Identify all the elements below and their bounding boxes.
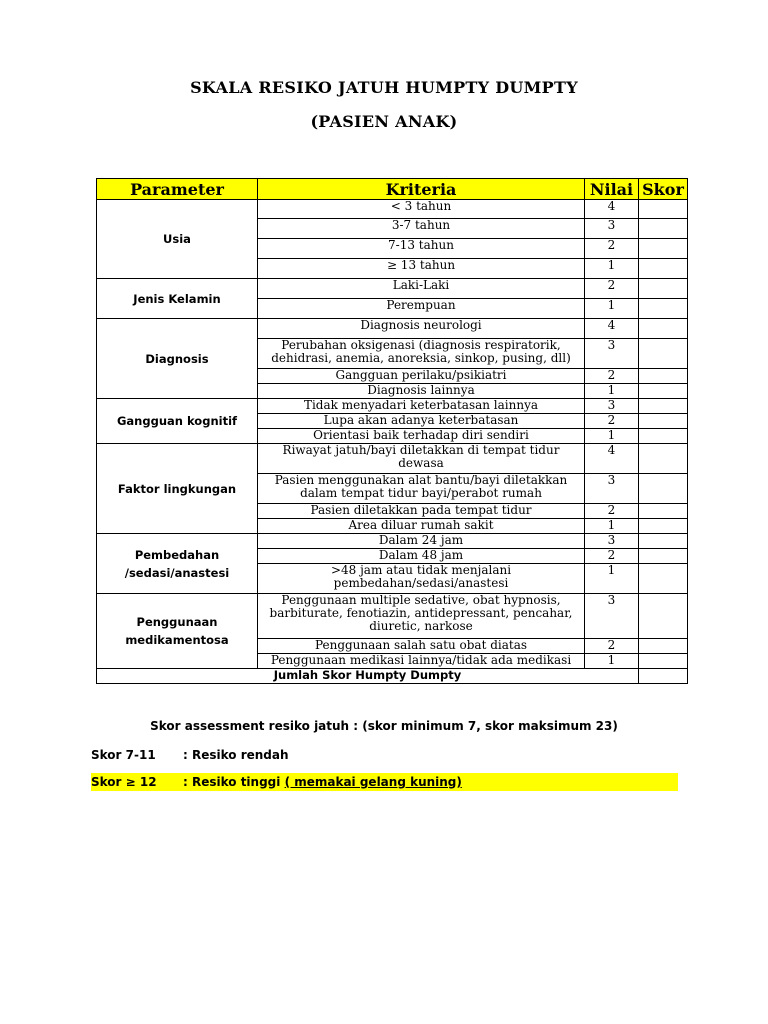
total-label: Jumlah Skor Humpty Dumpty xyxy=(97,669,639,684)
skor-input-cell[interactable] xyxy=(639,444,688,474)
kriteria-cell: Lupa akan adanya keterbatasan xyxy=(258,414,585,429)
table-body xyxy=(97,200,688,684)
nilai-cell: 1 xyxy=(585,564,639,594)
total-row xyxy=(97,669,688,684)
skor-input-cell[interactable] xyxy=(639,384,688,399)
kriteria-cell: Dalam 48 jam xyxy=(258,549,585,564)
skor-input-cell[interactable] xyxy=(639,259,688,279)
kriteria-cell: Tidak menyadari keterbatasan lainnya xyxy=(258,399,585,414)
skor-input-cell[interactable] xyxy=(639,200,688,219)
header-nilai: Nilai xyxy=(585,179,639,200)
kriteria-cell: Perubahan oksigenasi (diagnosis respiratorik, dehidrasi, anemia, anoreksia, sinkop, pusing, dll) xyxy=(258,339,585,369)
table-row xyxy=(97,200,688,219)
kriteria-cell: ≥ 13 tahun xyxy=(258,259,585,279)
skor-input-cell[interactable] xyxy=(639,549,688,564)
kriteria-cell: >48 jam atau tidak menjalani pembedahan/sedasi/anastesi xyxy=(258,564,585,594)
skor-input-cell[interactable] xyxy=(639,429,688,444)
parameter-cell: Faktor lingkungan xyxy=(97,444,258,534)
nilai-cell: 1 xyxy=(585,654,639,669)
nilai-cell: 4 xyxy=(585,444,639,474)
header-kriteria: Kriteria xyxy=(258,179,585,200)
skor-input-cell[interactable] xyxy=(639,474,688,504)
kriteria-cell: Pasien diletakkan pada tempat tidur xyxy=(258,504,585,519)
nilai-cell: 2 xyxy=(585,549,639,564)
header-skor: Skor xyxy=(639,179,688,200)
kriteria-cell: Penggunaan salah satu obat diatas xyxy=(258,639,585,654)
nilai-cell: 3 xyxy=(585,474,639,504)
skor-input-cell[interactable] xyxy=(639,564,688,594)
header-parameter: Parameter xyxy=(97,179,258,200)
parameter-cell: Gangguan kognitif xyxy=(97,399,258,444)
nilai-cell: 2 xyxy=(585,639,639,654)
skor-input-cell[interactable] xyxy=(639,654,688,669)
table-header-row xyxy=(97,179,688,200)
nilai-cell: 1 xyxy=(585,519,639,534)
nilai-cell: 1 xyxy=(585,429,639,444)
nilai-cell: 1 xyxy=(585,384,639,399)
kriteria-cell: Dalam 24 jam xyxy=(258,534,585,549)
nilai-cell: 3 xyxy=(585,399,639,414)
kriteria-cell: Penggunaan multiple sedative, obat hypnosis, barbiturate, fenotiazin, antidepressant, pencahar, diuretic, narkose xyxy=(258,594,585,639)
table-row xyxy=(97,594,688,639)
kriteria-cell: Laki-Laki xyxy=(258,279,585,299)
skor-input-cell[interactable] xyxy=(639,399,688,414)
skor-input-cell[interactable] xyxy=(639,594,688,639)
nilai-cell: 2 xyxy=(585,504,639,519)
table-row xyxy=(97,534,688,549)
score-note: Skor assessment resiko jatuh : (skor minimum 7, skor maksimum 23) xyxy=(150,719,618,733)
skor-input-cell[interactable] xyxy=(639,504,688,519)
legend-high-note: ( memakai gelang kuning) xyxy=(284,775,462,789)
table-row xyxy=(97,444,688,474)
parameter-cell: Jenis Kelamin xyxy=(97,279,258,319)
kriteria-cell: Riwayat jatuh/bayi diletakkan di tempat tidur dewasa xyxy=(258,444,585,474)
document-subtitle: (PASIEN ANAK) xyxy=(310,112,458,131)
nilai-cell: 2 xyxy=(585,279,639,299)
nilai-cell: 3 xyxy=(585,339,639,369)
kriteria-cell: Perempuan xyxy=(258,299,585,319)
legend-high-value: : Resiko tinggi xyxy=(183,775,285,789)
nilai-cell: 2 xyxy=(585,369,639,384)
skor-input-cell[interactable] xyxy=(639,339,688,369)
parameter-cell: Usia xyxy=(97,200,258,279)
skor-input-cell[interactable] xyxy=(639,279,688,299)
kriteria-cell: < 3 tahun xyxy=(258,200,585,219)
kriteria-cell: Orientasi baik terhadap diri sendiri xyxy=(258,429,585,444)
nilai-cell: 3 xyxy=(585,534,639,549)
skor-input-cell[interactable] xyxy=(639,369,688,384)
document-title: SKALA RESIKO JATUH HUMPTY DUMPTY xyxy=(190,78,578,97)
kriteria-cell: Penggunaan medikasi lainnya/tidak ada medikasi xyxy=(258,654,585,669)
legend-low-risk xyxy=(91,746,391,764)
humpty-dumpty-table xyxy=(96,178,688,684)
skor-input-cell[interactable] xyxy=(639,219,688,239)
nilai-cell: 4 xyxy=(585,319,639,339)
kriteria-cell: 3-7 tahun xyxy=(258,219,585,239)
kriteria-cell: Area diluar rumah sakit xyxy=(258,519,585,534)
total-skor-cell[interactable] xyxy=(639,669,688,684)
nilai-cell: 3 xyxy=(585,594,639,639)
nilai-cell: 4 xyxy=(585,200,639,219)
kriteria-cell: Gangguan perilaku/psikiatri xyxy=(258,369,585,384)
parameter-cell: Penggunaan medikamentosa xyxy=(97,594,258,669)
parameter-cell: Pembedahan /sedasi/anastesi xyxy=(97,534,258,594)
legend-low-key: Skor 7-11 xyxy=(91,748,156,762)
nilai-cell: 1 xyxy=(585,259,639,279)
skor-input-cell[interactable] xyxy=(639,519,688,534)
skor-input-cell[interactable] xyxy=(639,534,688,549)
table-row xyxy=(97,399,688,414)
table-row xyxy=(97,319,688,339)
nilai-cell: 3 xyxy=(585,219,639,239)
kriteria-cell: Pasien menggunakan alat bantu/bayi diletakkan dalam tempat tidur bayi/perabot rumah xyxy=(258,474,585,504)
skor-input-cell[interactable] xyxy=(639,239,688,259)
parameter-cell: Diagnosis xyxy=(97,319,258,399)
table-row xyxy=(97,279,688,299)
nilai-cell: 2 xyxy=(585,239,639,259)
nilai-cell: 1 xyxy=(585,299,639,319)
kriteria-cell: Diagnosis neurologi xyxy=(258,319,585,339)
skor-input-cell[interactable] xyxy=(639,299,688,319)
legend-high-key: Skor ≥ 12 xyxy=(91,775,157,789)
skor-input-cell[interactable] xyxy=(639,639,688,654)
kriteria-cell: Diagnosis lainnya xyxy=(258,384,585,399)
kriteria-cell: 7-13 tahun xyxy=(258,239,585,259)
legend-high-risk xyxy=(91,773,678,791)
skor-input-cell[interactable] xyxy=(639,414,688,429)
legend-low-value: : Resiko rendah xyxy=(183,748,289,762)
skor-input-cell[interactable] xyxy=(639,319,688,339)
nilai-cell: 2 xyxy=(585,414,639,429)
